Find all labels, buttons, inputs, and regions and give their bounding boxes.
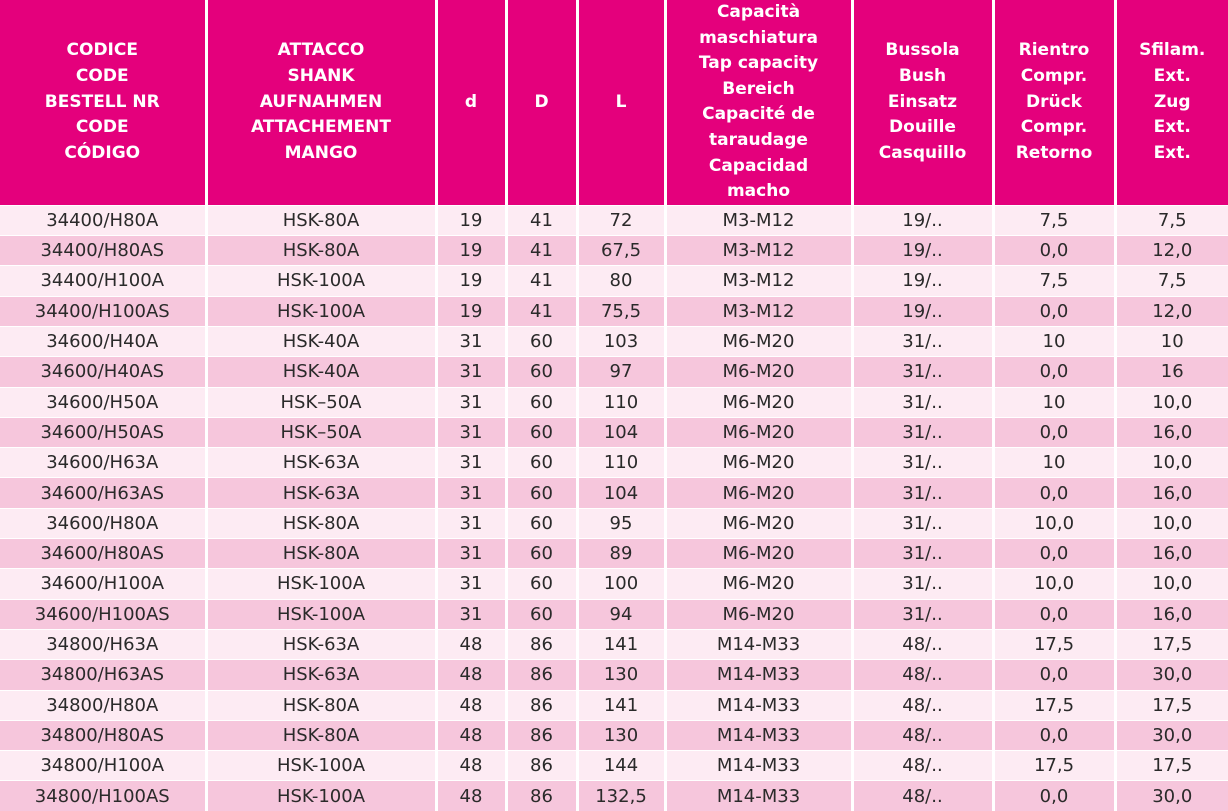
header-line: SHANK [287,65,355,86]
header-line: CODE [75,117,129,138]
cell-bush: 48/.. [852,629,993,659]
table-row [0,326,1228,356]
cell-code: 34600/H50AS [0,417,206,447]
cell-extension: 16,0 [1115,539,1228,569]
header-d-small [436,0,506,205]
cell-bush: 31/.. [852,357,993,387]
cell-bush: 31/.. [852,417,993,447]
cell-extension: 17,5 [1115,629,1228,659]
table-row [0,478,1228,508]
cell-shank: HSK–50A [206,417,436,447]
header-shank [206,0,436,205]
cell-compression: 0,0 [993,599,1115,629]
table-row [0,448,1228,478]
cell-tap-capacity: M6-M20 [665,448,852,478]
cell-tap-capacity: M6-M20 [665,569,852,599]
cell-bush: 48/.. [852,781,993,811]
cell-code: 34600/H50A [0,387,206,417]
cell-d-small: 19 [436,266,506,296]
cell-compression: 17,5 [993,751,1115,781]
cell-bush: 19/.. [852,296,993,326]
header-line: ATTACCO [277,40,365,61]
cell-tap-capacity: M6-M20 [665,326,852,356]
cell-d-large: 60 [506,357,577,387]
header-line: Zug [1153,91,1191,112]
cell-compression: 0,0 [993,417,1115,447]
table-row [0,205,1228,235]
cell-shank: HSK-100A [206,569,436,599]
header-line: AUFNAHMEN [259,91,383,112]
header-line: Capacidad [708,155,809,176]
cell-shank: HSK-80A [206,539,436,569]
cell-compression: 10,0 [993,508,1115,538]
cell-d-large: 60 [506,417,577,447]
cell-length: 130 [577,720,665,750]
table-header [0,0,1228,205]
cell-extension: 30,0 [1115,720,1228,750]
cell-bush: 31/.. [852,508,993,538]
cell-length: 110 [577,448,665,478]
cell-shank: HSK-40A [206,326,436,356]
cell-compression: 10 [993,387,1115,417]
cell-bush: 31/.. [852,599,993,629]
cell-compression: 7,5 [993,266,1115,296]
table-row [0,569,1228,599]
cell-bush: 48/.. [852,751,993,781]
cell-length: 97 [577,357,665,387]
cell-code: 34400/H100A [0,266,206,296]
header-line: macho [726,181,791,202]
cell-code: 34600/H80A [0,508,206,538]
cell-length: 94 [577,599,665,629]
cell-compression: 10 [993,326,1115,356]
cell-tap-capacity: M14-M33 [665,751,852,781]
cell-compression: 0,0 [993,478,1115,508]
cell-d-small: 31 [436,326,506,356]
header-line: Rientro [1018,40,1090,61]
cell-length: 103 [577,326,665,356]
table-row [0,781,1228,811]
header-line: ATTACHEMENT [251,117,391,138]
cell-extension: 30,0 [1115,660,1228,690]
table-row [0,660,1228,690]
table-body [0,205,1228,811]
cell-shank: HSK-63A [206,660,436,690]
cell-shank: HSK-63A [206,629,436,659]
cell-extension: 10,0 [1115,569,1228,599]
cell-tap-capacity: M6-M20 [665,539,852,569]
cell-bush: 31/.. [852,387,993,417]
header-line: D [534,91,549,112]
cell-compression: 0,0 [993,296,1115,326]
cell-d-large: 60 [506,599,577,629]
cell-d-large: 41 [506,205,577,235]
cell-extension: 16,0 [1115,478,1228,508]
header-extension [1115,0,1228,205]
cell-d-large: 86 [506,720,577,750]
cell-shank: HSK-80A [206,690,436,720]
cell-length: 75,5 [577,296,665,326]
cell-d-large: 41 [506,236,577,266]
table-row [0,629,1228,659]
cell-compression: 17,5 [993,690,1115,720]
cell-code: 34800/H100AS [0,781,206,811]
cell-extension: 10,0 [1115,508,1228,538]
cell-code: 34400/H80AS [0,236,206,266]
cell-code: 34800/H63AS [0,660,206,690]
cell-extension: 16 [1115,357,1228,387]
table-row [0,236,1228,266]
cell-bush: 48/.. [852,660,993,690]
cell-extension: 7,5 [1115,205,1228,235]
cell-d-large: 60 [506,478,577,508]
cell-d-large: 60 [506,539,577,569]
cell-length: 144 [577,751,665,781]
cell-extension: 30,0 [1115,781,1228,811]
header-line: CÓDIGO [64,142,141,163]
header-tap-capacity [665,0,852,205]
cell-bush: 19/.. [852,266,993,296]
cell-tap-capacity: M14-M33 [665,660,852,690]
header-line: Einsatz [887,91,958,112]
header-line: Ext. [1153,117,1191,138]
header-length [577,0,665,205]
cell-d-small: 31 [436,357,506,387]
cell-length: 72 [577,205,665,235]
cell-bush: 19/.. [852,205,993,235]
cell-code: 34600/H40AS [0,357,206,387]
cell-compression: 0,0 [993,660,1115,690]
cell-d-small: 31 [436,387,506,417]
table-row [0,720,1228,750]
cell-extension: 16,0 [1115,417,1228,447]
cell-d-large: 86 [506,781,577,811]
cell-extension: 10 [1115,326,1228,356]
cell-shank: HSK-80A [206,508,436,538]
cell-d-small: 48 [436,660,506,690]
table-row [0,357,1228,387]
header-line: Douille [889,117,956,138]
cell-d-small: 31 [436,508,506,538]
table-row [0,266,1228,296]
header-line: Bereich [722,78,795,99]
cell-length: 130 [577,660,665,690]
header-line: CODICE [66,40,138,61]
cell-compression: 0,0 [993,539,1115,569]
cell-extension: 12,0 [1115,236,1228,266]
header-line: Drück [1026,91,1082,112]
cell-tap-capacity: M6-M20 [665,599,852,629]
header-line: Sfilam. [1139,40,1206,61]
cell-length: 100 [577,569,665,599]
cell-d-small: 31 [436,599,506,629]
header-line: Ext. [1153,65,1191,86]
cell-compression: 10,0 [993,569,1115,599]
cell-d-small: 48 [436,751,506,781]
cell-d-small: 19 [436,205,506,235]
cell-length: 110 [577,387,665,417]
header-line: d [464,91,478,112]
cell-extension: 17,5 [1115,751,1228,781]
header-row [0,0,1228,205]
cell-shank: HSK-63A [206,478,436,508]
cell-shank: HSK–50A [206,387,436,417]
cell-tap-capacity: M6-M20 [665,357,852,387]
header-line: maschiatura [699,27,818,48]
header-line: Ext. [1153,142,1191,163]
cell-code: 34600/H100A [0,569,206,599]
header-line: Compr. [1020,65,1088,86]
cell-compression: 0,0 [993,720,1115,750]
header-bush [852,0,993,205]
cell-length: 104 [577,478,665,508]
cell-compression: 7,5 [993,205,1115,235]
cell-length: 95 [577,508,665,538]
cell-compression: 0,0 [993,357,1115,387]
cell-d-large: 60 [506,569,577,599]
cell-extension: 7,5 [1115,266,1228,296]
cell-d-small: 48 [436,690,506,720]
cell-compression: 0,0 [993,781,1115,811]
cell-shank: HSK-100A [206,599,436,629]
cell-extension: 17,5 [1115,690,1228,720]
cell-code: 34600/H80AS [0,539,206,569]
cell-shank: HSK-40A [206,357,436,387]
cell-d-large: 60 [506,326,577,356]
header-line: Tap capacity [698,53,819,74]
cell-d-small: 48 [436,629,506,659]
header-line: L [615,91,627,112]
cell-code: 34800/H100A [0,751,206,781]
header-line: Bussola [885,40,960,61]
header-compression [993,0,1115,205]
table-row [0,751,1228,781]
cell-d-large: 41 [506,296,577,326]
header-line: taraudage [709,129,808,150]
cell-shank: HSK-100A [206,266,436,296]
header-line: Bush [898,65,947,86]
cell-tap-capacity: M6-M20 [665,387,852,417]
cell-code: 34800/H63A [0,629,206,659]
table-row [0,508,1228,538]
header-line: Retorno [1015,142,1093,163]
cell-tap-capacity: M3-M12 [665,266,852,296]
table-row [0,417,1228,447]
cell-code: 34800/H80A [0,690,206,720]
cell-d-large: 86 [506,629,577,659]
cell-extension: 16,0 [1115,599,1228,629]
cell-bush: 31/.. [852,326,993,356]
cell-shank: HSK-100A [206,296,436,326]
cell-code: 34600/H100AS [0,599,206,629]
cell-d-large: 41 [506,266,577,296]
cell-compression: 10 [993,448,1115,478]
cell-shank: HSK-100A [206,781,436,811]
cell-compression: 0,0 [993,236,1115,266]
cell-tap-capacity: M6-M20 [665,508,852,538]
cell-d-small: 48 [436,781,506,811]
cell-tap-capacity: M14-M33 [665,629,852,659]
cell-shank: HSK-100A [206,751,436,781]
header-line: BESTELL NR [44,91,160,112]
cell-length: 141 [577,629,665,659]
cell-tap-capacity: M3-M12 [665,296,852,326]
header-line: Capacité de [702,104,815,125]
cell-extension: 10,0 [1115,448,1228,478]
cell-shank: HSK-80A [206,236,436,266]
cell-tap-capacity: M3-M12 [665,236,852,266]
cell-bush: 31/.. [852,448,993,478]
cell-compression: 17,5 [993,629,1115,659]
cell-d-small: 19 [436,236,506,266]
cell-length: 67,5 [577,236,665,266]
cell-d-large: 60 [506,508,577,538]
cell-d-small: 31 [436,478,506,508]
cell-bush: 31/.. [852,569,993,599]
header-line: CODE [75,65,129,86]
table-row [0,296,1228,326]
cell-d-small: 48 [436,720,506,750]
cell-length: 89 [577,539,665,569]
cell-bush: 48/.. [852,690,993,720]
cell-length: 104 [577,417,665,447]
header-line: Casquillo [878,142,967,163]
cell-length: 141 [577,690,665,720]
cell-shank: HSK-80A [206,720,436,750]
cell-tap-capacity: M14-M33 [665,781,852,811]
cell-code: 34400/H80A [0,205,206,235]
header-line: Compr. [1020,117,1088,138]
cell-d-large: 86 [506,660,577,690]
cell-shank: HSK-63A [206,448,436,478]
cell-tap-capacity: M3-M12 [665,205,852,235]
header-line: MANGO [284,142,358,163]
cell-bush: 31/.. [852,478,993,508]
cell-length: 132,5 [577,781,665,811]
cell-bush: 19/.. [852,236,993,266]
cell-length: 80 [577,266,665,296]
cell-tap-capacity: M14-M33 [665,720,852,750]
cell-extension: 10,0 [1115,387,1228,417]
cell-tap-capacity: M6-M20 [665,417,852,447]
cell-d-large: 86 [506,690,577,720]
cell-code: 34400/H100AS [0,296,206,326]
cell-code: 34600/H63AS [0,478,206,508]
cell-d-large: 60 [506,448,577,478]
cell-code: 34600/H40A [0,326,206,356]
cell-bush: 48/.. [852,720,993,750]
cell-d-small: 31 [436,448,506,478]
cell-d-small: 31 [436,417,506,447]
table-row [0,690,1228,720]
cell-d-large: 86 [506,751,577,781]
header-d-large [506,0,577,205]
cell-extension: 12,0 [1115,296,1228,326]
cell-d-small: 31 [436,569,506,599]
cell-tap-capacity: M14-M33 [665,690,852,720]
cell-tap-capacity: M6-M20 [665,478,852,508]
cell-code: 34800/H80AS [0,720,206,750]
cell-shank: HSK-80A [206,205,436,235]
header-code [0,0,206,205]
table-row [0,599,1228,629]
table-row [0,539,1228,569]
table-row [0,387,1228,417]
header-line: Capacità [716,2,801,22]
cell-d-large: 60 [506,387,577,417]
cell-bush: 31/.. [852,539,993,569]
cell-d-small: 19 [436,296,506,326]
cell-d-small: 31 [436,539,506,569]
cell-code: 34600/H63A [0,448,206,478]
